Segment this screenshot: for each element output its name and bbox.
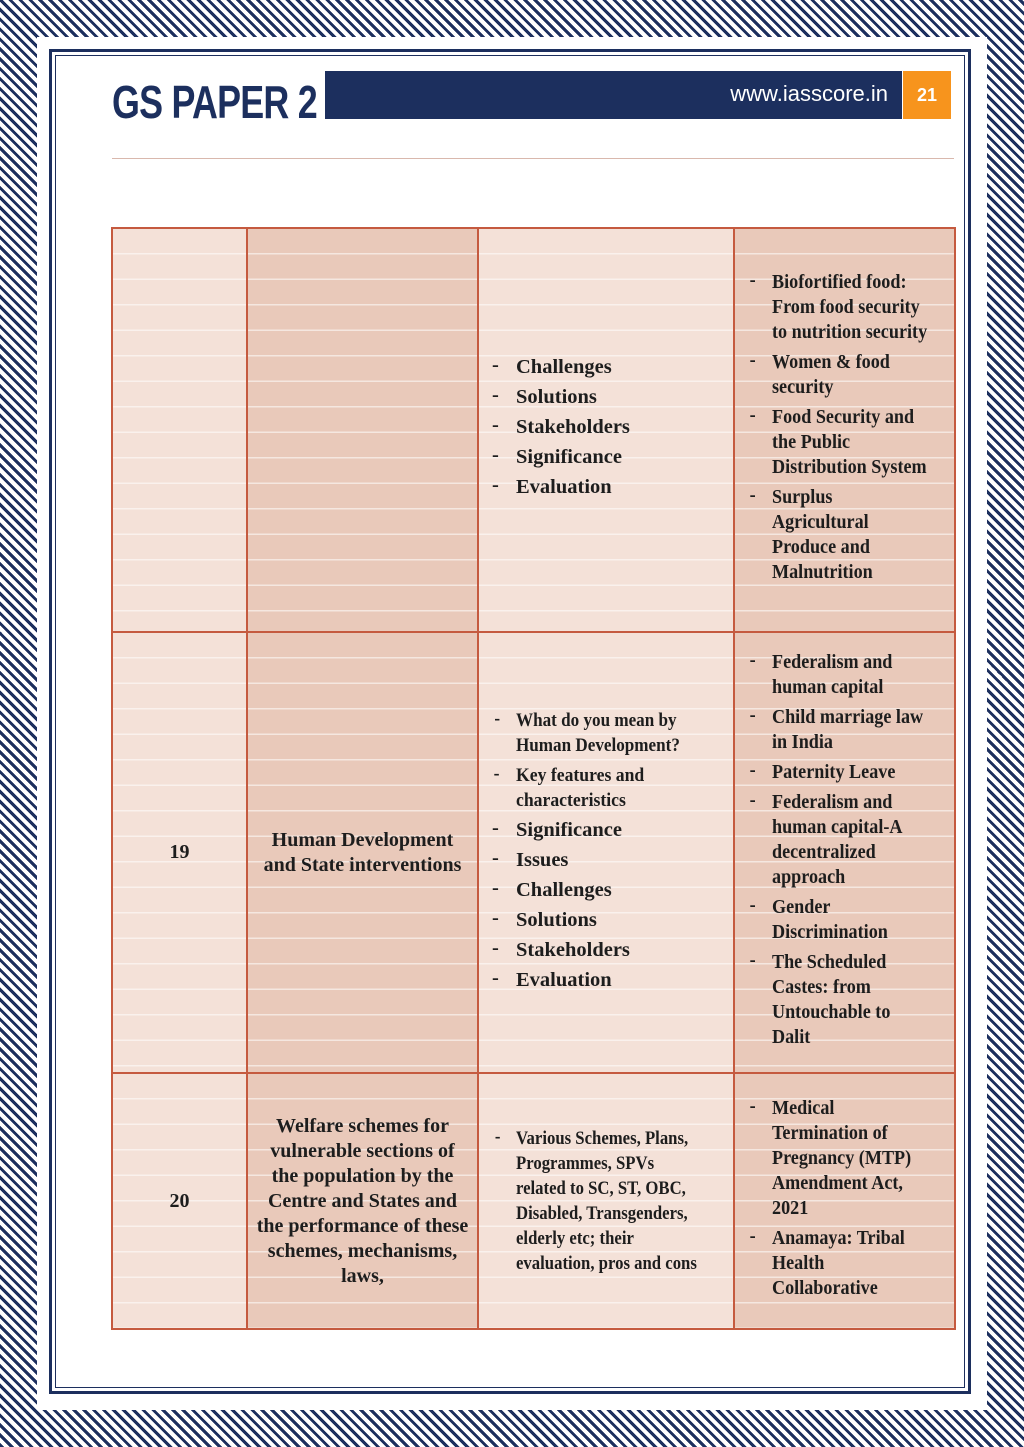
current-affairs-list [735,270,954,585]
topic-cell [247,228,478,632]
website-url: www.iasscore.in [730,81,888,106]
list-item: - Significance [516,445,723,470]
list-item: - Challenges [516,878,723,903]
list-item: - Solutions [516,385,723,410]
list-item: - Evaluation [516,968,723,993]
list-item: - Challenges [516,355,723,380]
list-item: - Gender Discrimination [772,895,932,945]
list-item: - Paternity Leave [772,760,932,785]
page-number: 21 [903,71,951,119]
list-item: - Food Security and the Public Distribution System [772,405,932,480]
topic-title: Human Development and State interventions [263,828,462,876]
topic-number-cell [112,632,247,1073]
list-item: - Issues [516,848,723,873]
current-affairs-list [735,650,954,1050]
topic-cell [247,632,478,1073]
topic-number-cell [112,228,247,632]
topic-title: Welfare schemes for vulnerable sections of the population by the Centre and States and the performance of these schemes, mechanisms, laws, [256,1114,469,1287]
subtopics-list [479,708,733,993]
list-item: - Key features and characteristics [516,763,709,813]
list-item: - Stakeholders [516,938,723,963]
syllabus-table [111,227,956,1330]
current-affairs-cell [734,1073,955,1329]
current-affairs-cell [734,632,955,1073]
topic-number-cell [112,1073,247,1329]
list-item: - Solutions [516,908,723,933]
list-item: - Anamaya: Tribal Health Collaborative [772,1226,932,1301]
list-item: - Federalism and human capital-A decentralized approach [772,790,932,890]
table-row [112,1073,955,1329]
topic-cell [247,1073,478,1329]
current-affairs-cell [734,228,955,632]
list-item: - Various Schemes, Plans, Programmes, SPVs related to SC, ST, OBC, Disabled, Transgenders, elderly etc; their evaluation, pros and cons [516,1126,698,1276]
list-item: - Evaluation [516,475,723,500]
subtopics-cell [478,228,734,632]
list-item: - Stakeholders [516,415,723,440]
current-affairs-list [735,1096,954,1301]
paper-title: GS PAPER 2 [112,76,317,128]
subtopics-list [479,355,733,500]
list-item: - Child marriage law in India [772,705,932,755]
subtopics-list [479,1126,733,1276]
list-item: - Federalism and human capital [772,650,932,700]
list-item: - Significance [516,818,723,843]
topic-number: 19 [169,841,190,863]
list-item: - Biofortified food: From food security to nutrition security [772,270,932,345]
topic-number: 20 [169,1189,190,1212]
header-divider [112,158,954,159]
subtopics-cell [478,632,734,1073]
list-item: - What do you mean by Human Development? [516,708,702,758]
list-item: - Medical Termination of Pregnancy (MTP) Amendment Act, 2021 [772,1096,932,1221]
list-item: - The Scheduled Castes: from Untouchable to Dalit [772,950,932,1050]
subtopics-cell [478,1073,734,1329]
list-item: - Women & food security [772,350,932,400]
table-row [112,228,955,632]
page [37,37,987,1410]
header-bar [325,71,902,119]
table-row [112,632,955,1073]
list-item: - Surplus Agricultural Produce and Malnutrition [772,485,932,585]
